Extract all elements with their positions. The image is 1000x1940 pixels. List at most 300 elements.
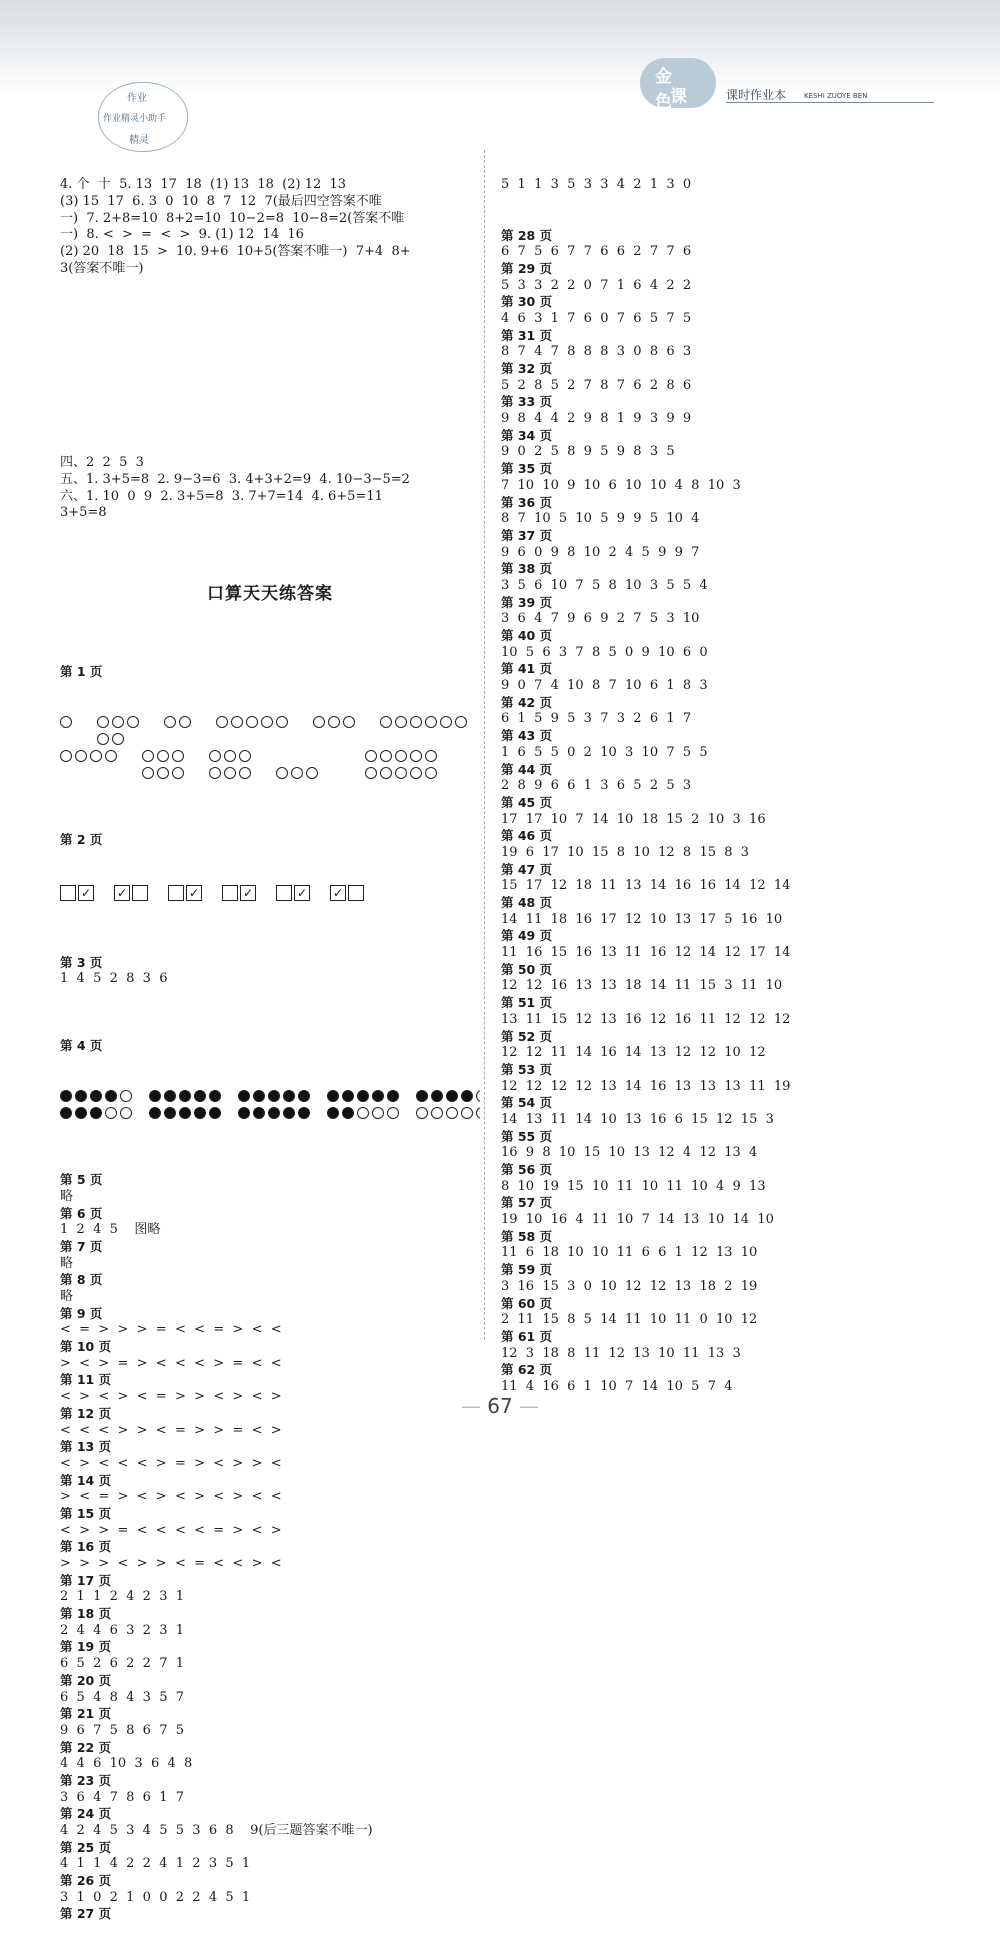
answer-line: 5 3 3 2 2 0 7 1 6 4 2 2 [501,277,692,293]
empty-dot-icon [431,1107,443,1119]
circle-icon [306,767,318,779]
answer-line: < > < > < = > > < > < > [60,1389,282,1405]
page-label: 第 52 页 [501,1028,553,1044]
page-label: 第 14 页 [60,1472,112,1488]
filled-dot-icon [253,1090,265,1102]
page-label: 第 62 页 [501,1362,553,1378]
page-label: 第 19 页 [60,1639,112,1655]
dot-group [238,1105,313,1120]
circle-group [97,714,142,748]
answer-line: 4 1 1 4 2 2 4 1 2 3 5 1 [60,1856,251,1872]
circle-icon [343,716,355,728]
dot-group [327,1105,402,1120]
page-label: 第 25 页 [60,1839,112,1855]
page-label: 第 24 页 [60,1806,112,1822]
circle-icon [380,750,392,762]
filled-dot-icon [105,1090,117,1102]
circle-line [276,748,321,765]
filled-dot-icon [342,1107,354,1119]
box-group [330,885,366,900]
page-label: 第 49 页 [501,928,553,944]
check-box-checked: ✓ [78,885,94,901]
empty-dot-icon [476,1090,480,1102]
left-pages-b [60,1172,480,1923]
answers-top [60,177,480,277]
brand-top: 金色 [655,67,672,112]
circle-line [142,748,187,765]
stamp-text-1: 作业 [127,93,147,104]
circle-icon [164,716,176,728]
filled-dot-icon [327,1090,339,1102]
answer-line: 一) 7. 2+8=10 8+2=10 10−2=8 10−8=2(答案不唯 [60,210,405,226]
answer-line: 3 6 4 7 8 6 1 7 [60,1789,185,1805]
answer-line: 9 8 4 4 2 9 8 1 9 3 9 9 [501,411,692,427]
circle-icon [75,750,87,762]
page-label: 第 9 页 [60,1305,103,1321]
page-label: 第 45 页 [501,794,553,810]
filled-dot-icon [298,1107,310,1119]
circle-icon [60,750,72,762]
page-label: 第 16 页 [60,1539,112,1555]
dot-group [60,1088,135,1103]
filled-dot-icon [372,1090,384,1102]
answer-line: 9 0 7 4 10 8 7 10 6 1 8 3 [501,678,708,694]
filled-dot-icon [431,1090,443,1102]
section-three-row-2 [60,383,480,405]
circle-line [209,748,254,765]
page-label: 第 20 页 [60,1672,112,1688]
circle-line [365,765,440,782]
filled-dot-icon [179,1090,191,1102]
circle-group [209,748,254,782]
answer-line: 3 6 4 7 9 6 9 2 7 5 3 10 [501,611,700,627]
circle-line [216,714,291,731]
answer-line: 9 0 2 5 8 9 5 9 8 3 5 [501,444,675,460]
answer-line: 3 5 6 10 7 5 8 10 3 5 5 4 [501,577,708,593]
filled-dot-icon [327,1107,339,1119]
circle-line [365,748,440,765]
circle-group [142,748,187,782]
answer-line: (2) 20 18 15 > 10. 9+6 10+5(答案不唯一) 7+4 8+ [60,244,411,260]
dot-row [60,1088,480,1105]
page-label: 第 34 页 [501,427,553,443]
filled-dot-icon [75,1107,87,1119]
circle-icon [142,750,154,762]
circle-icon [60,716,72,728]
filled-dot-icon [75,1090,87,1102]
page-label: 第 22 页 [60,1739,112,1755]
answer-line: 2 11 15 8 5 14 11 10 11 0 10 12 [501,1312,758,1328]
circle-icon [425,716,437,728]
circle-group [313,714,358,748]
answer-line: 17 17 10 7 14 10 18 15 2 10 3 16 [501,811,766,827]
answer-line: < > < < < > = > < > > < [60,1455,282,1471]
page-label: 第 26 页 [60,1873,112,1889]
answer-line: 2 1 1 2 4 2 3 1 [60,1589,185,1605]
answer-line: 8 7 10 5 10 5 9 9 5 10 4 [501,511,700,527]
box-group [168,885,204,900]
page-label: 第 7 页 [60,1238,103,1254]
filled-dot-icon [60,1107,72,1119]
section-title: 口算天天练答案 [207,584,333,605]
answer-line: 16 9 8 10 15 10 13 12 4 12 13 4 [501,1145,758,1161]
section-three-row [60,328,480,350]
answer-line: 11 6 18 10 10 11 6 6 1 12 13 10 [501,1245,758,1261]
dot-group [238,1088,313,1103]
filled-dot-icon [90,1107,102,1119]
filled-dot-icon [149,1107,161,1119]
answer-line: 3+5=8 [60,505,107,521]
circle-icon [239,767,251,779]
page-number: — 67 — [0,1394,1000,1418]
circle-icon [172,767,184,779]
page-label: 第 3 页 [60,954,103,970]
box-group [276,885,312,900]
circle-icon [179,716,191,728]
page-label: 第 53 页 [501,1061,553,1077]
check-box [348,885,364,901]
left-column [60,144,480,1940]
answer-line: > > > < > > < = < < > < [60,1556,282,1572]
answer-line: 12 12 12 12 13 14 16 13 13 13 11 19 [501,1078,791,1094]
answer-line: 11 4 16 6 1 10 7 14 10 5 7 4 [501,1378,733,1394]
watermark-stamp [98,82,188,152]
answer-line: 略 [60,1188,74,1204]
answer-line: 6 1 5 9 5 3 7 3 2 6 1 7 [501,711,692,727]
circle-icon [209,750,221,762]
circle-icon [231,716,243,728]
page-label: 第 40 页 [501,628,553,643]
answer-line: 2 4 4 6 3 2 3 1 [60,1622,185,1638]
answer-line: 12 3 18 8 11 12 13 10 11 13 3 [501,1345,741,1361]
page-header [0,0,1000,146]
filled-dot-icon [268,1090,280,1102]
circle-icon [410,716,422,728]
circle-icon [216,716,228,728]
page-label: 第 15 页 [60,1505,112,1521]
circle-icon [395,750,407,762]
dot-group [149,1088,224,1103]
circle-icon [239,750,251,762]
page-label: 第 1 页 [60,664,103,680]
page-label: 第 12 页 [60,1405,112,1421]
page-label: 第 46 页 [501,828,553,844]
page-label: 第 5 页 [60,1172,103,1188]
circle-row [60,748,480,782]
stamp-text-2: 作业精灵小助手 [103,114,167,124]
empty-dot-icon [387,1107,399,1119]
check-box-checked: ✓ [186,885,202,901]
circle-icon [380,767,392,779]
filled-dot-icon [209,1090,221,1102]
circle-icon [90,750,102,762]
page-label: 第 47 页 [501,861,553,877]
circle-icon [395,767,407,779]
check-box [276,885,292,901]
circle-icon [440,716,452,728]
filled-dot-icon [60,1090,72,1102]
right-column [501,144,981,1412]
page-label: 第 18 页 [60,1606,112,1622]
check-box-checked: ✓ [114,885,130,901]
empty-dot-icon [476,1107,480,1119]
page2-boxes [60,882,480,904]
circle-icon [455,716,467,728]
answer-line: 7 10 10 9 10 6 10 10 4 8 10 3 [501,477,741,493]
page-label: 第 56 页 [501,1162,553,1177]
circle-icon [97,733,109,745]
filled-dot-icon [179,1107,191,1119]
answer-line: 19 6 17 10 15 8 10 12 8 15 8 3 [501,844,750,860]
answer-line: 14 11 18 16 17 12 10 13 17 5 16 10 [501,911,783,927]
circle-group [60,714,75,748]
book-subtitle: 课时作业本 [726,88,787,102]
circle-icon [380,716,392,728]
filled-dot-icon [90,1090,102,1102]
circle-line [380,714,470,731]
circle-icon [261,716,273,728]
empty-dot-icon [357,1107,369,1119]
answer-line: < < < > > < = > > = < > [60,1422,282,1438]
page-label: 第 17 页 [60,1572,112,1588]
filled-dot-icon [194,1090,206,1102]
dot-group [149,1105,224,1120]
page-label: 第 31 页 [501,327,553,343]
circle-group [380,714,470,748]
page-label: 第 2 页 [60,832,103,848]
answer-line: 1 4 5 2 8 3 6 [60,971,168,987]
page-label: 第 59 页 [501,1262,553,1278]
circle-icon [209,767,221,779]
answer-line: 8 7 4 7 8 8 8 3 0 8 6 3 [501,344,692,360]
circle-group [60,748,120,782]
answer-line: 12 12 16 13 13 18 14 11 15 3 11 10 [501,978,783,994]
filled-dot-icon [164,1090,176,1102]
circle-icon [97,716,109,728]
filled-dot-icon [283,1090,295,1102]
page-label: 第 35 页 [501,461,553,477]
circle-icon [112,716,124,728]
circle-icon [395,716,407,728]
filled-dot-icon [387,1090,399,1102]
check-box-checked: ✓ [294,885,310,901]
answer-line: 19 10 16 4 11 10 7 14 13 10 14 10 [501,1212,774,1228]
circle-line [380,731,470,748]
page4-dots [60,1088,480,1122]
answer-line: 略 [60,1289,74,1305]
page-label: 第 23 页 [60,1772,112,1788]
page-label: 第 54 页 [501,1095,553,1111]
filled-dot-icon [342,1090,354,1102]
circle-icon [276,767,288,779]
circle-icon [328,716,340,728]
circle-line [164,714,194,731]
filled-dot-icon [253,1107,265,1119]
answer-line: 一) 8. < > = < > 9. (1) 12 14 16 [60,227,304,243]
dot-group [416,1105,480,1120]
page-label: 第 60 页 [501,1295,553,1311]
filled-dot-icon [416,1090,428,1102]
page-label: 第 32 页 [501,361,553,376]
answer-line: 5 1 1 3 5 3 3 4 2 1 3 0 [501,177,692,193]
answer-line: 五、1. 3+5=8 2. 9−3=6 3. 4+3+2=9 4. 10−3−5=2 [60,471,410,487]
dot-group [60,1105,135,1120]
answer-line: 3(答案不唯一) [60,260,144,276]
check-box-checked: ✓ [330,885,346,901]
circle-icon [142,767,154,779]
circle-icon [365,750,377,762]
circle-line [97,714,142,731]
answer-line: 2 8 9 6 6 1 3 6 5 2 5 3 [501,778,692,794]
circle-icon [365,767,377,779]
header-rule [726,102,934,103]
dot-group [327,1088,402,1103]
circle-icon [105,750,117,762]
stamp-text-3: 精灵 [129,135,149,146]
circle-icon [127,716,139,728]
answer-line: 5 2 8 5 2 7 8 7 6 2 8 6 [501,377,692,393]
left-pages [60,955,480,988]
filled-dot-icon [194,1107,206,1119]
circle-line [60,748,120,765]
dot-group [416,1088,480,1103]
answer-line: 略 [60,1255,74,1271]
answer-line: 13 11 15 12 13 16 12 16 11 12 12 12 [501,1011,791,1027]
answer-line: 10 5 6 3 7 8 5 0 9 10 6 0 [501,644,708,660]
answer-line: 3 1 0 2 1 0 0 2 2 4 5 1 [60,1889,251,1905]
right-pages [501,228,981,1396]
circle-group [365,748,440,782]
page-label: 第 4 页 [60,1038,103,1054]
check-box [222,885,238,901]
page-label: 第 43 页 [501,728,553,744]
answer-line: 4 6 3 1 7 6 0 7 6 5 7 5 [501,310,692,326]
page-label: 第 51 页 [501,995,553,1011]
page-label: 第 36 页 [501,494,553,510]
book-subtitle-en: KESHI ZUOYE BEN [804,92,868,100]
page-label: 第 42 页 [501,694,553,710]
page-label: 第 44 页 [501,761,553,777]
empty-dot-icon [416,1107,428,1119]
answer-line: 12 12 11 14 16 14 13 12 12 10 12 [501,1045,766,1061]
answer-line: 1 2 4 5 图略 [60,1222,161,1238]
circle-icon [425,750,437,762]
circle-icon [410,767,422,779]
circle-icon [157,767,169,779]
circle-group [216,714,291,748]
circle-icon [224,750,236,762]
page-label: 第 58 页 [501,1228,553,1244]
answer-line: > < > = > < < < > = < < [60,1355,282,1371]
circle-row [60,714,480,748]
answer-line: 15 17 12 18 11 13 14 16 16 14 12 14 [501,878,791,894]
circle-icon [425,767,437,779]
answer-line: 6 5 4 8 4 3 5 7 [60,1689,185,1705]
page-label: 第 37 页 [501,527,553,543]
answer-line: 四、2 2 5 3 [60,455,144,471]
box-group [222,885,258,900]
page-label: 第 6 页 [60,1205,103,1221]
page-label: 第 61 页 [501,1328,553,1344]
page-label: 第 29 页 [501,260,553,276]
answer-line: 6 5 2 6 2 2 7 1 [60,1656,185,1672]
filled-dot-icon [238,1090,250,1102]
circle-line [209,765,254,782]
page1-circles [60,714,480,782]
filled-dot-icon [283,1107,295,1119]
answer-line: 9 6 7 5 8 6 7 5 [60,1722,185,1738]
answer-line: 1 6 5 5 0 2 10 3 10 7 5 5 [501,744,708,760]
circle-icon [172,750,184,762]
column-divider [484,150,485,1340]
circle-line [276,765,321,782]
circle-icon [246,716,258,728]
filled-dot-icon [164,1107,176,1119]
circle-line [60,714,75,731]
circle-group [276,748,321,782]
filled-dot-icon [298,1090,310,1102]
filled-dot-icon [238,1107,250,1119]
circle-icon [410,750,422,762]
dot-row [60,1105,480,1122]
circle-icon [276,716,288,728]
empty-dot-icon [461,1107,473,1119]
answer-line: 6 7 5 6 7 7 6 6 2 7 7 6 [501,244,692,260]
page-label: 第 28 页 [501,227,553,243]
circle-line [97,731,142,748]
page-label: 第 38 页 [501,561,553,577]
answer-line: (3) 15 17 6. 3 0 10 8 7 12 7(最后四空答案不唯 [60,194,382,210]
circle-line [164,731,194,748]
box-group [60,885,96,900]
filled-dot-icon [149,1090,161,1102]
answer-line: < > > = < < < < = > < > [60,1522,282,1538]
circle-line [313,714,358,731]
empty-dot-icon [446,1107,458,1119]
page-label: 第 27 页 [60,1906,112,1922]
page-label: 第 41 页 [501,661,553,677]
filled-dot-icon [268,1107,280,1119]
empty-dot-icon [372,1107,384,1119]
page-label: 第 48 页 [501,895,553,910]
empty-dot-icon [105,1107,117,1119]
answer-line: > < = > < > < > < > < < [60,1489,282,1505]
brand-bottom: 课堂 [670,87,687,132]
page-label: 第 57 页 [501,1195,553,1211]
answer-line: 11 16 15 16 13 11 16 12 14 12 17 14 [501,945,791,961]
check-box-checked: ✓ [240,885,256,901]
check-box [132,885,148,901]
empty-dot-icon [120,1090,132,1102]
empty-dot-icon [120,1107,132,1119]
circle-line [216,731,291,748]
check-box [60,885,76,901]
circle-line [313,731,358,748]
circle-line [60,731,75,748]
circle-icon [224,767,236,779]
answer-line: 9 6 0 9 8 10 2 4 5 9 9 7 [501,544,700,560]
answer-line: 4. 个 十 5. 13 17 18 (1) 13 18 (2) 12 13 [60,177,347,193]
answer-line: < = > > > = < < = > < < [60,1322,282,1338]
answer-line: 8 10 19 15 10 11 10 11 10 4 9 13 [501,1178,766,1194]
answer-line: 4 2 4 5 3 4 5 5 3 6 8 9(后三题答案不唯一) [60,1823,373,1839]
circle-icon [112,733,124,745]
check-box [168,885,184,901]
page-label: 第 11 页 [60,1372,112,1388]
page-label: 第 39 页 [501,594,553,610]
answers-after [60,455,480,522]
filled-dot-icon [446,1090,458,1102]
